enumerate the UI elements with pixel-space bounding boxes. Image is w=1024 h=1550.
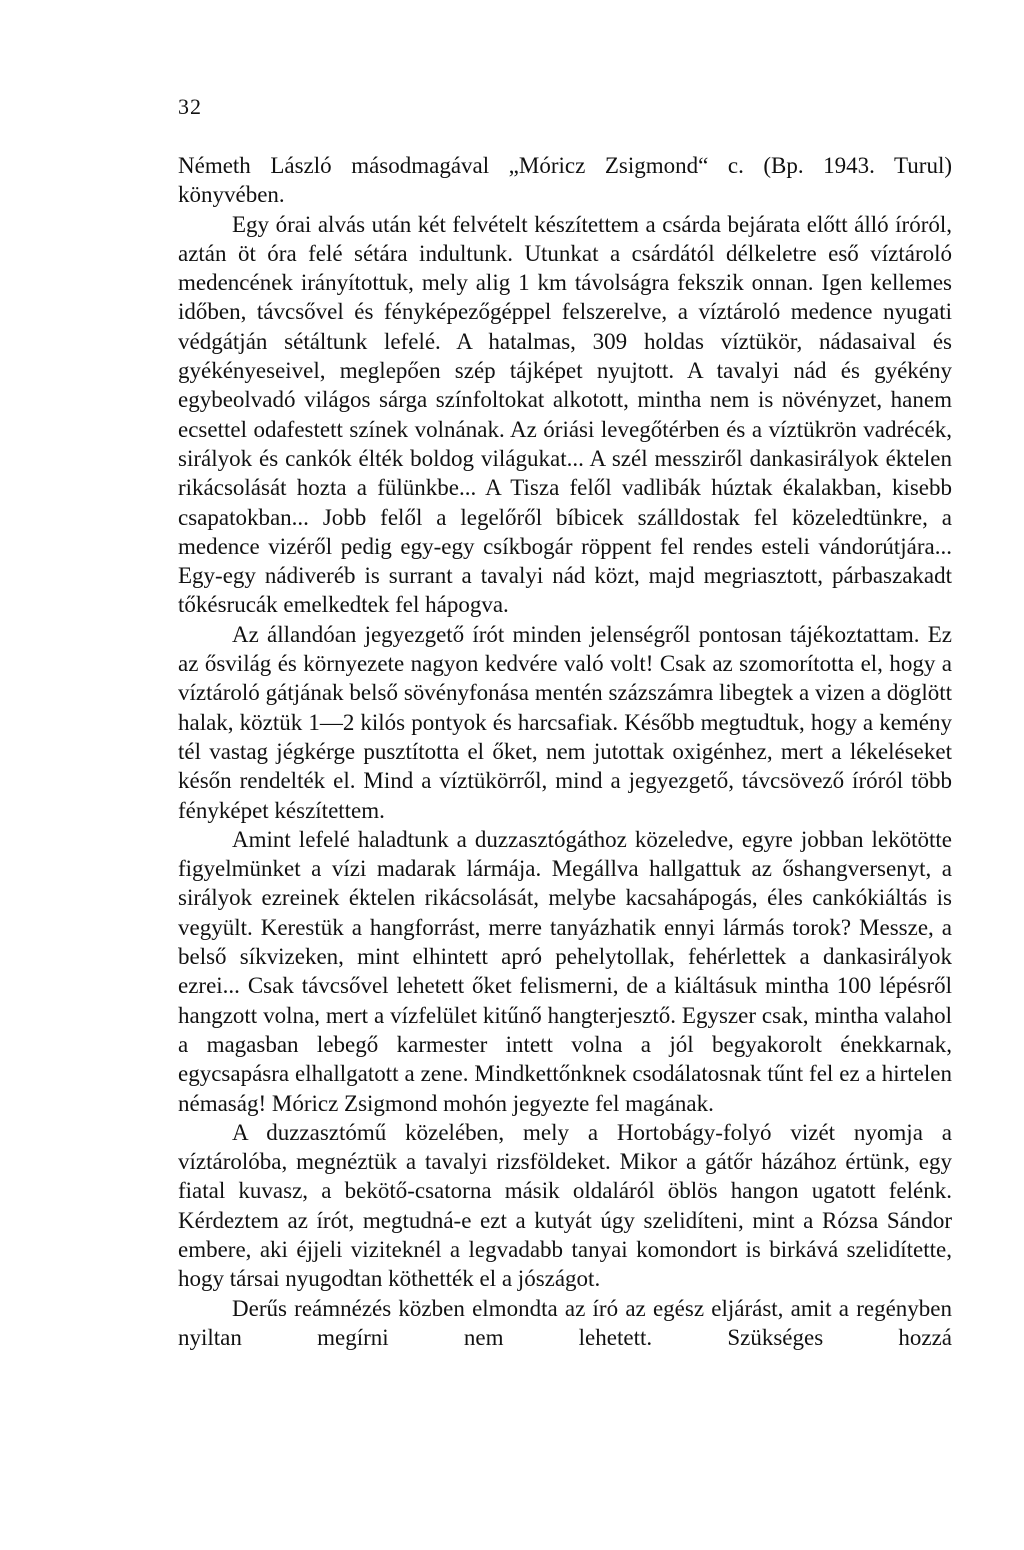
- paragraph-5: A duzzasztómű közelében, mely a Hortobágy-folyó vizét nyomja a víztárolóba, megnéztük a tavalyi rizsföldeket. Mikor a gátőr házához értünk, egy fiatal kuvasz, a bekötő-csatorna másik oldaláról öblös hangon ugatott felénk. Kérdeztem az írót, megtudná-e ezt a kutyát úgy szelidíteni, mint a Rózsa Sándor embere, aki éjjeli viziteknél a legvadabb tanyai komondort is birkává szelidítette, hogy társai nyugodtan köthették el a jószágot.: [178, 1119, 952, 1292]
- paragraph-4: Amint lefelé haladtunk a duzzasztógáthoz közeledve, egyre jobban lekötötte figyelmünket a vízi madarak lármája. Megállva hallgattuk az őshangversenyt, a sirályok ezreinek éktelen rikácsolását, melybe kacsahápogás, éles cankókiáltás is vegyült. Kerestük a hangforrást, merre tanyázhatik ennyi lármás torok? Messze, a belső síkvizeken, mint elhintett apró pehelytollak, fehérlettek a dankasirályok ezrei... Csak távcsővel lehetett őket felismerni, de a kiáltásuk mintha 100 lépésről hangzott volna, mert a vízfelület kitűnő hangterjesztő. Egyszer csak, mintha valahol a magasban lebegő karmester intett volna a jól begyakorolt énekkarnak, egycsapásra elhallgatott a zene. Mindkettőnknek csodálatosnak tűnt fel ez a hirtelen némaság! Móricz Zsigmond mohón jegyezte fel magának.: [178, 826, 952, 1116]
- body-text: [178, 151, 952, 1352]
- paragraph-2: Egy órai alvás után két felvételt készítettem a csárda bejárata előtt álló íróról, aztán öt óra felé sétára indultunk. Utunkat a csárdától délkeletre eső víztároló medencének irányítottuk, mely alig 1 km távolságra fekszik onnan. Igen kellemes időben, távcsővel és fényképezőgéppel felszerelve, a víztároló medence nyugati védgátján sétáltunk lefelé. A hatalmas, 309 holdas víztükör, nádasaival és gyékényeseivel, meglepően szép tájképet nyujtott. A tavalyi nád és gyékény egybeolvadó világos sárga színfoltokat alkotott, mintha nem is növényzet, hanem ecsettel odafestett színek volnának. Az óriási levegőtérben és a víztükrön vadrécék, sirályok és cankók élték boldog világukat... A szél messziről dankasirályok éktelen rikácsolását hozta a fülünkbe... A Tisza felől vadlibák húztak ékalakban, kisebb csapatokban... Jobb felől a legelőről bíbicek szálldostak fel közeledtünkre, a medence vizéről pedig egy-egy csíkbogár röppent fel rendes esteli vándorútjára... Egy-egy nádiveréb is surrant a tavalyi nád közt, majd megriasztott, párbaszakadt tőkésrucák emelkedtek fel hápogva.: [178, 211, 952, 618]
- page-number: 32: [178, 94, 202, 119]
- paragraph-6: Derűs reámnézés közben elmondta az író az egész eljárást, amit a regényben nyiltan megírni nem lehetett. Szükséges hozzá: [178, 1295, 952, 1350]
- paragraph-3: Az állandóan jegyezgető írót minden jelenségről pontosan tájékoztattam. Ez az ősvilág és környezete nagyon kedvére való volt! Csak az szomorította el, hogy a víztároló gátjának belső sövényfonása mentén százszámra libegtek a vizen a döglött halak, köztük 1—2 kilós pontyok és harcsafiak. Később megtudtuk, hogy a kemény tél vastag jégkérge pusztította el őket, nem jutottak oxigénhez, mert a lékeléseket későn rendelték el. Mind a víztükörről, mind a jegyezgető, távcsövező íróról több fényképet készítettem.: [178, 621, 952, 823]
- paragraph-1: Németh László másodmagával „Móricz Zsigmond“ c. (Bp. 1943. Turul) könyvében.: [178, 153, 952, 208]
